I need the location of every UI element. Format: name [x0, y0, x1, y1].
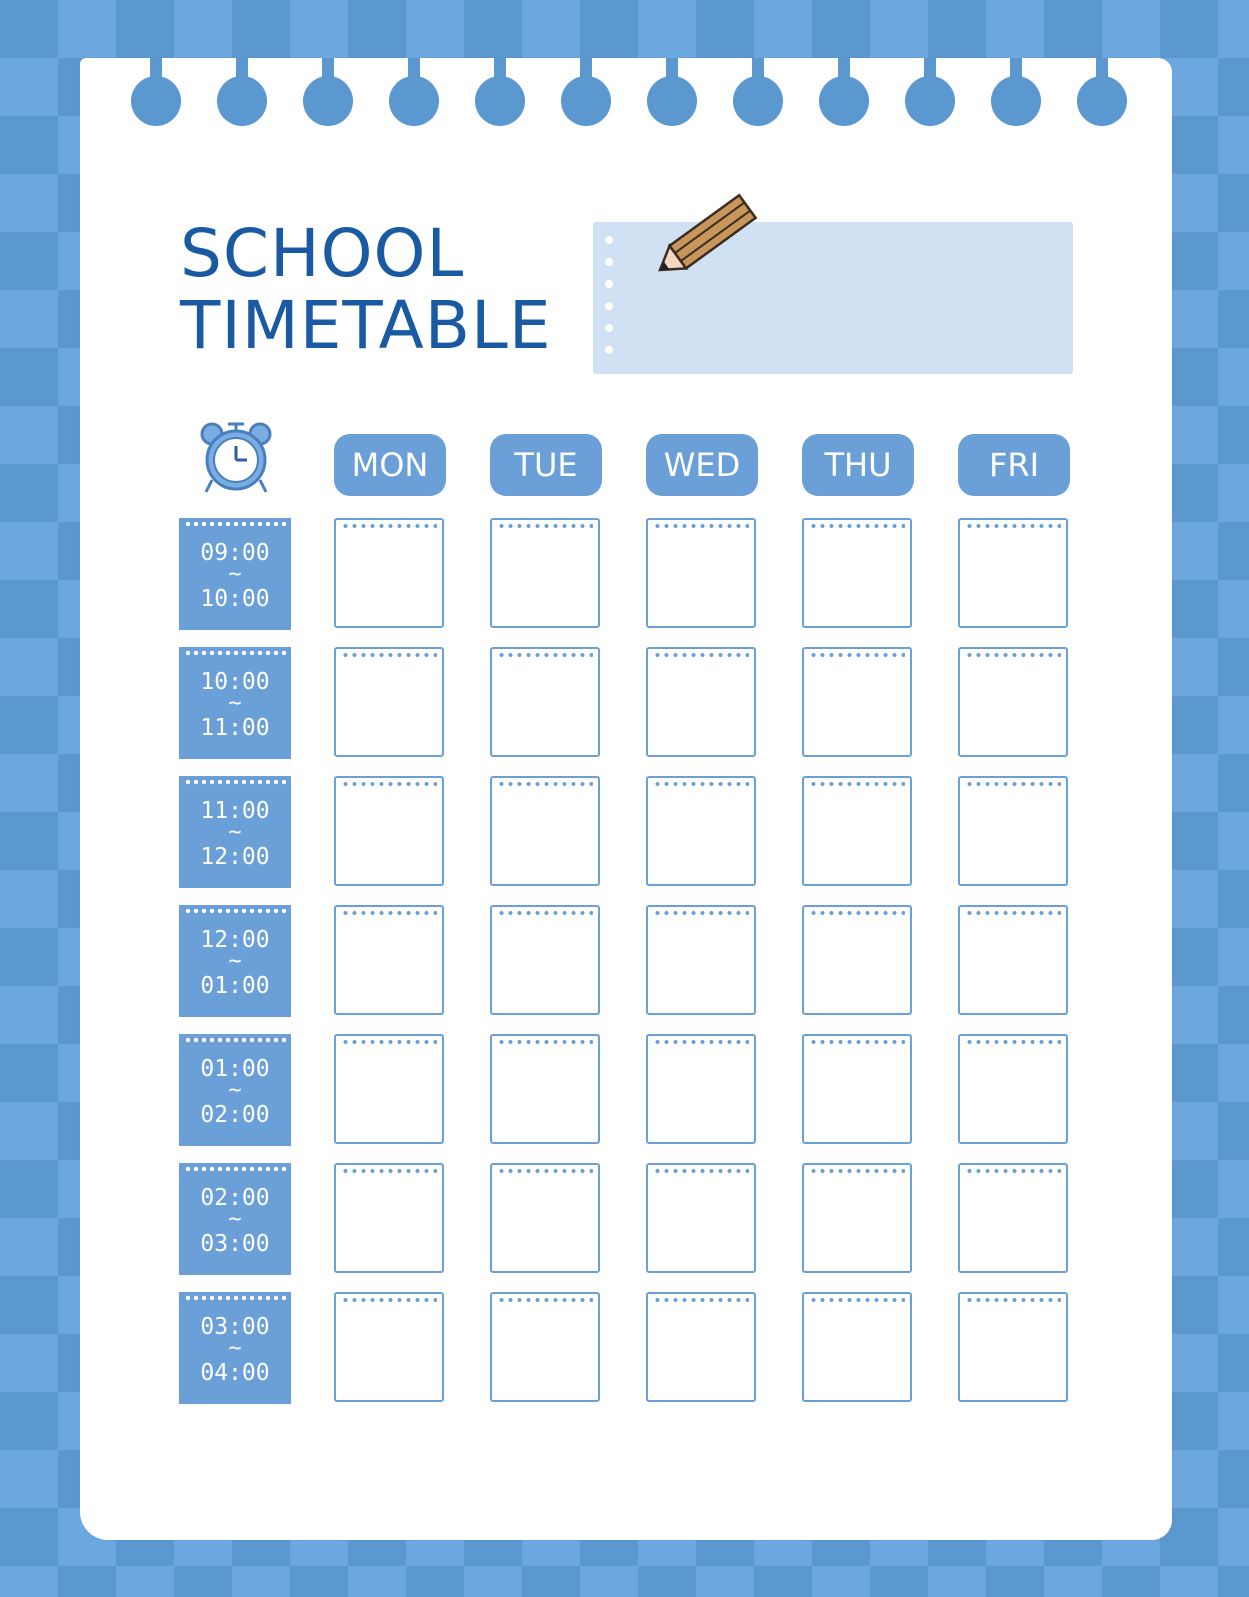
page-title — [180, 215, 580, 364]
timetable-cell[interactable] — [646, 1292, 756, 1402]
time-start: 11:00 — [200, 798, 270, 824]
perforation — [497, 1297, 593, 1303]
timetable-cell[interactable] — [490, 647, 600, 757]
perforation — [341, 1297, 437, 1303]
timetable-cell[interactable] — [646, 647, 756, 757]
time-separator: ~ — [228, 1207, 242, 1232]
perforation — [184, 1166, 286, 1172]
day-header-tue: TUE — [490, 434, 602, 496]
time-slot — [179, 1292, 291, 1404]
note-dot — [605, 258, 613, 266]
timetable-cell[interactable] — [334, 518, 444, 628]
binder-ring — [1072, 58, 1132, 126]
timetable-cell[interactable] — [802, 1034, 912, 1144]
perforation — [341, 781, 437, 787]
time-separator: ~ — [228, 949, 242, 974]
perforation — [341, 910, 437, 916]
time-end: 10:00 — [200, 586, 270, 612]
day-header-fri: FRI — [958, 434, 1070, 496]
perforation — [965, 1039, 1061, 1045]
perforation — [653, 1168, 749, 1174]
time-end: 01:00 — [200, 973, 270, 999]
timetable-cell[interactable] — [490, 1292, 600, 1402]
title-line-1: SCHOOL — [180, 215, 465, 292]
timetable-cell[interactable] — [646, 518, 756, 628]
binder-ring — [470, 58, 530, 126]
note-dot — [605, 236, 613, 244]
timetable-cell[interactable] — [958, 905, 1068, 1015]
day-header-wed: WED — [646, 434, 758, 496]
timetable-cell[interactable] — [334, 1292, 444, 1402]
time-start: 10:00 — [200, 669, 270, 695]
time-start: 01:00 — [200, 1056, 270, 1082]
perforation — [809, 1297, 905, 1303]
day-header-thu: THU — [802, 434, 914, 496]
timetable-cell[interactable] — [958, 647, 1068, 757]
perforation — [184, 779, 286, 785]
timetable-cell[interactable] — [334, 776, 444, 886]
perforation — [341, 523, 437, 529]
perforation — [809, 652, 905, 658]
timetable-cell[interactable] — [334, 1034, 444, 1144]
perforation — [653, 1039, 749, 1045]
perforation — [341, 652, 437, 658]
perforation — [965, 781, 1061, 787]
timetable-cell[interactable] — [646, 776, 756, 886]
time-slot — [179, 1163, 291, 1275]
timetable-cell[interactable] — [802, 776, 912, 886]
timetable-cell[interactable] — [802, 1163, 912, 1273]
perforation — [809, 781, 905, 787]
note-dot — [605, 302, 613, 310]
perforation — [965, 652, 1061, 658]
perforation — [653, 910, 749, 916]
note-dot — [605, 280, 613, 288]
perforation — [653, 781, 749, 787]
timetable-cell[interactable] — [646, 1034, 756, 1144]
time-start: 12:00 — [200, 927, 270, 953]
time-end: 11:00 — [200, 715, 270, 741]
timetable-cell[interactable] — [490, 1163, 600, 1273]
timetable-cell[interactable] — [490, 1034, 600, 1144]
timetable-cell[interactable] — [958, 518, 1068, 628]
note-dot — [605, 346, 613, 354]
binder-ring — [384, 58, 444, 126]
time-start: 02:00 — [200, 1185, 270, 1211]
binder-ring — [986, 58, 1046, 126]
perforation — [965, 1297, 1061, 1303]
time-separator: ~ — [228, 1078, 242, 1103]
time-end: 02:00 — [200, 1102, 270, 1128]
perforation — [653, 652, 749, 658]
perforation — [184, 1295, 286, 1301]
perforation — [341, 1168, 437, 1174]
time-slot — [179, 647, 291, 759]
time-end: 04:00 — [200, 1360, 270, 1386]
binder-ring — [900, 58, 960, 126]
binder-ring — [298, 58, 358, 126]
perforation — [809, 523, 905, 529]
binder-ring — [556, 58, 616, 126]
time-slot — [179, 776, 291, 888]
binder-ring — [814, 58, 874, 126]
binder-ring — [642, 58, 702, 126]
perforation — [965, 1168, 1061, 1174]
time-start: 09:00 — [200, 540, 270, 566]
timetable-cell[interactable] — [958, 1292, 1068, 1402]
perforation — [653, 1297, 749, 1303]
perforation — [341, 1039, 437, 1045]
timetable-cell[interactable] — [334, 1163, 444, 1273]
note-dot — [605, 324, 613, 332]
timetable-cell[interactable] — [334, 905, 444, 1015]
timetable-cell[interactable] — [958, 1034, 1068, 1144]
timetable-cell[interactable] — [958, 776, 1068, 886]
perforation — [653, 523, 749, 529]
timetable-cell[interactable] — [490, 776, 600, 886]
time-separator: ~ — [228, 562, 242, 587]
perforation — [497, 910, 593, 916]
perforation — [184, 521, 286, 527]
timetable-cell[interactable] — [802, 647, 912, 757]
perforation — [497, 1039, 593, 1045]
perforation — [497, 781, 593, 787]
time-slot — [179, 518, 291, 630]
timetable-cell[interactable] — [334, 647, 444, 757]
time-start: 03:00 — [200, 1314, 270, 1340]
binder-ring — [728, 58, 788, 126]
perforation — [497, 652, 593, 658]
timetable-cell[interactable] — [646, 1163, 756, 1273]
perforation — [965, 523, 1061, 529]
timetable-cell[interactable] — [958, 1163, 1068, 1273]
title-line-2: TIMETABLE — [180, 287, 552, 364]
timetable-cell[interactable] — [802, 518, 912, 628]
timetable-cell[interactable] — [490, 905, 600, 1015]
time-separator: ~ — [228, 820, 242, 845]
time-slot — [179, 1034, 291, 1146]
time-separator: ~ — [228, 1336, 242, 1361]
perforation — [809, 1168, 905, 1174]
time-separator: ~ — [228, 691, 242, 716]
binder-ring — [212, 58, 272, 126]
perforation — [497, 1168, 593, 1174]
time-slot — [179, 905, 291, 1017]
perforation — [184, 908, 286, 914]
perforation — [809, 1039, 905, 1045]
perforation — [184, 650, 286, 656]
pencil-icon — [654, 186, 764, 282]
day-header-mon: MON — [334, 434, 446, 496]
perforation — [184, 1037, 286, 1043]
perforation — [965, 910, 1061, 916]
perforation — [809, 910, 905, 916]
perforation — [497, 523, 593, 529]
alarm-clock-icon — [198, 420, 274, 496]
time-end: 12:00 — [200, 844, 270, 870]
timetable-cell[interactable] — [802, 1292, 912, 1402]
timetable-cell[interactable] — [802, 905, 912, 1015]
binder-ring — [126, 58, 186, 126]
time-end: 03:00 — [200, 1231, 270, 1257]
timetable-cell[interactable] — [646, 905, 756, 1015]
timetable-cell[interactable] — [490, 518, 600, 628]
